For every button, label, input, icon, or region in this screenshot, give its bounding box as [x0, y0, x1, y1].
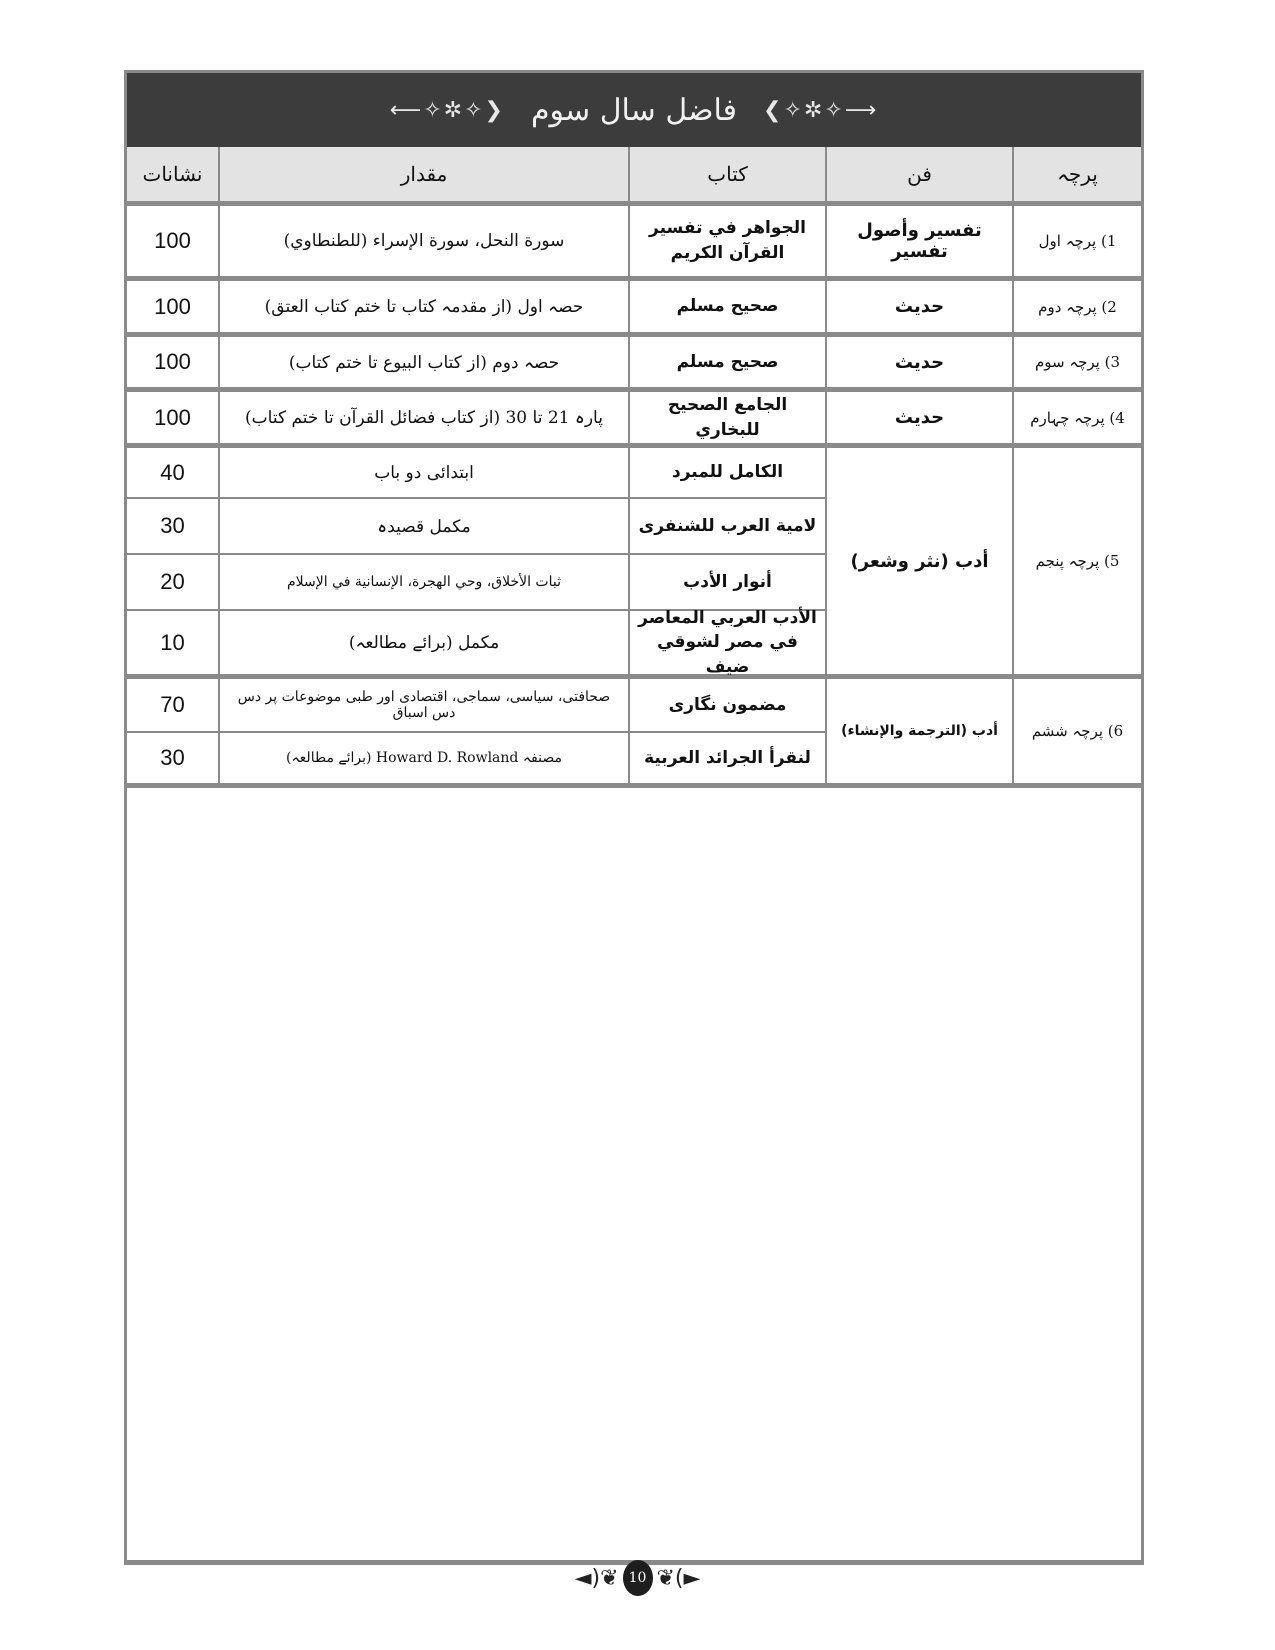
book-cell: صحیح مسلم	[628, 281, 825, 332]
book-cell: لنقرأ الجرائد العربية	[628, 733, 825, 783]
book-cell: الجامع الصحيح للبخاري	[628, 392, 825, 443]
marks-cell: 100	[154, 228, 191, 253]
header-marks: نشانات	[142, 162, 203, 186]
quantity-cell: مکمل (برائے مطالعہ)	[218, 611, 628, 674]
table-row	[127, 499, 825, 555]
table-row	[127, 206, 825, 276]
quantity-cell: ابتدائی دو باب	[218, 448, 628, 497]
quantity-cell: ثبات الأخلاق، وحي الهجرة، الإنسانية في الإسلام	[218, 555, 628, 609]
quantity-cell: مکمل قصیدہ	[218, 499, 628, 553]
paper-group-2	[127, 281, 1141, 337]
quantity-cell: پارہ 21 تا 30 (از کتاب فضائل القرآن تا ختم کتاب)	[218, 392, 628, 443]
table-row	[127, 733, 825, 783]
header-quantity: مقدار	[218, 147, 628, 201]
marks-cell: 100	[154, 349, 191, 374]
table-row	[127, 337, 825, 387]
subject-cell: حديث	[825, 281, 1012, 332]
book-cell: الأدب العربي المعاصر في مصر لشوقي ضيف	[628, 611, 825, 674]
table-row	[127, 555, 825, 611]
page-number: 10	[623, 1560, 653, 1596]
footer-ornament-right-icon: ❦(►	[656, 1565, 701, 1591]
paper-cell: 1) پرچہ اول	[1012, 206, 1141, 276]
footer-ornament-left-icon: ◄)❦	[574, 1565, 619, 1591]
subject-cell: أدب (نثر وشعر)	[825, 448, 1012, 674]
quantity-cell: مصنفہ Howard D. Rowland (برائے مطالعہ)	[218, 733, 628, 783]
table-row	[127, 392, 825, 443]
quantity-cell: حصہ دوم (از کتاب البیوع تا ختم کتاب)	[218, 337, 628, 387]
title-ornament-left-icon: ⟵✧✲✧❯	[389, 97, 505, 123]
marks-cell: 70	[160, 692, 185, 717]
page-footer	[0, 1558, 1275, 1598]
subject-cell: حديث	[825, 337, 1012, 387]
title-ornament-right-icon: ❮✧✲✧⟶	[763, 97, 879, 123]
paper-group-1	[127, 206, 1141, 281]
table-row	[127, 679, 825, 733]
book-cell: لامية العرب للشنفرى	[628, 499, 825, 553]
header-book: کتاب	[628, 147, 825, 201]
book-cell: صحیح مسلم	[628, 337, 825, 387]
marks-cell: 20	[160, 569, 185, 594]
page-frame	[124, 70, 1144, 1565]
paper-group-5	[127, 448, 1141, 679]
title-bar	[127, 73, 1141, 147]
subject-cell: أدب (الترجمة والإنشاء)	[825, 679, 1012, 783]
book-cell: أنوار الأدب	[628, 555, 825, 609]
book-cell: مضمون نگاری	[628, 679, 825, 731]
table-row	[127, 448, 825, 499]
marks-cell: 100	[154, 293, 191, 319]
header-subject: فن	[825, 147, 1012, 201]
paper-cell: 6) پرچہ ششم	[1012, 679, 1141, 783]
table-row	[127, 607, 825, 677]
paper-group-6	[127, 679, 1141, 788]
marks-cell: 40	[160, 459, 185, 485]
marks-cell: 10	[160, 629, 185, 655]
header-paper: پرچہ	[1012, 147, 1141, 201]
syllabus-table	[127, 147, 1141, 788]
paper-cell: 4) پرچہ چہارم	[1012, 392, 1141, 443]
page-title: فاضل سال سوم	[530, 92, 738, 128]
marks-cell: 30	[160, 745, 185, 770]
table-row	[127, 281, 825, 332]
paper-group-3	[127, 337, 1141, 392]
subject-cell: حديث	[825, 392, 1012, 443]
quantity-cell: صحافتی، سیاسی، سماجی، اقتصادی اور طبی موضوعات پر دس دس اسباق	[218, 679, 628, 731]
marks-cell: 100	[154, 404, 191, 430]
paper-cell: 3) پرچہ سوم	[1012, 337, 1141, 387]
paper-cell: 5) پرچہ پنجم	[1012, 448, 1141, 674]
marks-cell: 30	[160, 513, 185, 538]
paper-group-4	[127, 392, 1141, 448]
book-cell: الجواهر في تفسير القرآن الكريم	[628, 206, 825, 276]
table-header-row	[127, 147, 1141, 206]
quantity-cell: حصہ اول (از مقدمہ کتاب تا ختم کتاب العتق)	[218, 281, 628, 332]
book-cell: الكامل للمبرد	[628, 448, 825, 497]
quantity-cell: سورة النحل، سورة الإسراء (للطنطاوي)	[218, 206, 628, 276]
subject-cell: تفسیر وأصول تفسیر	[825, 206, 1012, 276]
paper-cell: 2) پرچہ دوم	[1012, 281, 1141, 332]
